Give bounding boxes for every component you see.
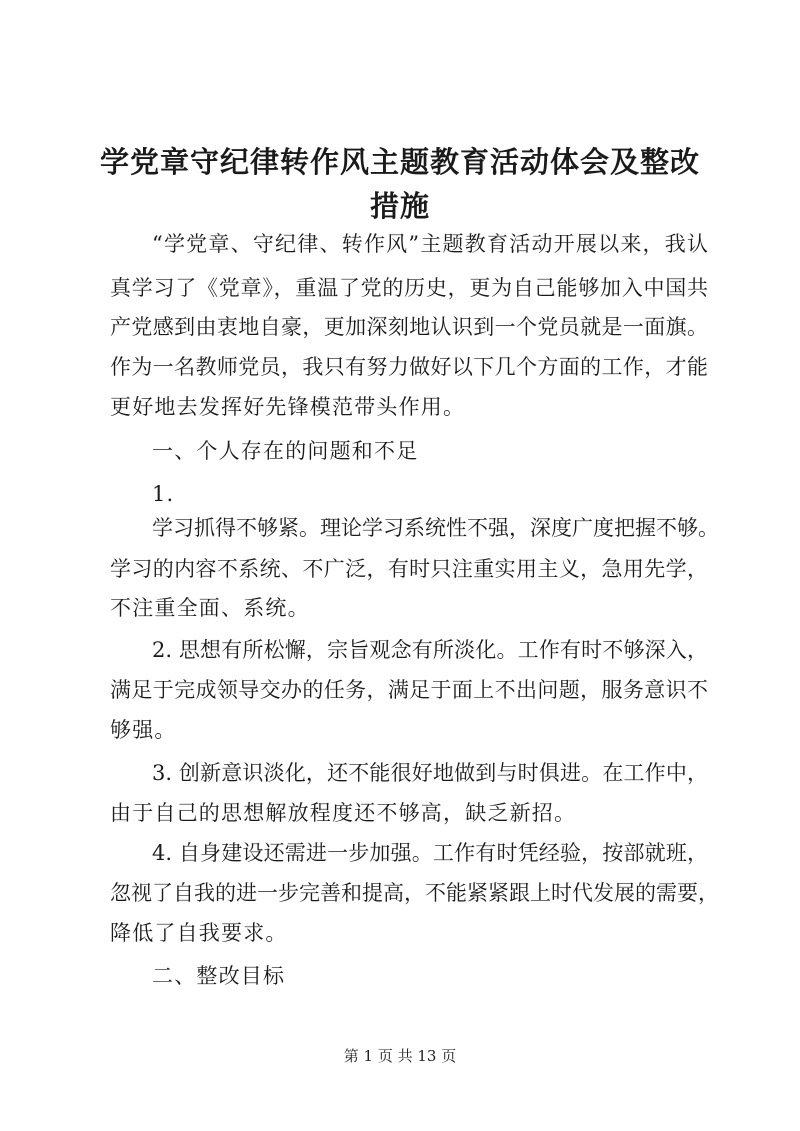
paragraph-line: 产党感到由衷地自豪，更加深刻地认识到一个党员就是一面旗。 (110, 315, 708, 339)
paragraph-line: 满足于完成领导交办的任务，满足于面上不出问题，服务意识不 (110, 678, 708, 702)
paragraph-line: 4. 自身建设还需进一步加强。工作有时凭经验，按部就班， (152, 841, 708, 865)
paragraph-line: 学习抓得不够紧。理论学习系统性不强，深度广度把握不够。 (152, 516, 719, 540)
paragraph-line: 2. 思想有所松懈，宗旨观念有所淡化。工作有时不够深入， (152, 638, 708, 662)
paragraph-line: 作为一名教师党员，我只有努力做好以下几个方面的工作，才能 (110, 355, 708, 379)
paragraph-line: “学党章、守纪律、转作风”主题教育活动开展以来，我认 (152, 232, 708, 256)
section-heading: 二、整改目标 (152, 964, 286, 988)
document-title-line-1: 学党章守纪律转作风主题教育活动体会及整改 (100, 145, 701, 179)
paragraph-line: 真学习了《党章》，重温了党的历史，更为自己能够加入中国共 (110, 276, 708, 300)
section-heading: 一、个人存在的问题和不足 (152, 439, 419, 463)
paragraph-line: 不注重全面、系统。 (110, 596, 310, 620)
document-title-line-2: 措施 (369, 189, 430, 223)
paragraph-line: 忽视了自我的进一步完善和提高，不能紧紧跟上时代发展的需要， (110, 881, 719, 905)
paragraph-line: 降低了自我要求。 (110, 921, 288, 945)
list-number: 1. (152, 482, 175, 506)
paragraph-line: 更好地去发挥好先锋模范带头作用。 (110, 395, 466, 419)
paragraph-line: 学习的内容不系统、不广泛，有时只注重实用主义，急用先学， (110, 557, 708, 581)
page-footer: 第 1 页 共 13 页 (343, 1047, 457, 1065)
paragraph-line: 3. 创新意识淡化，还不能很好地做到与时俱进。在工作中， (152, 761, 708, 785)
paragraph-line: 由于自己的思想解放程度还不够高，缺乏新招。 (110, 801, 577, 825)
paragraph-line: 够强。 (110, 718, 177, 742)
